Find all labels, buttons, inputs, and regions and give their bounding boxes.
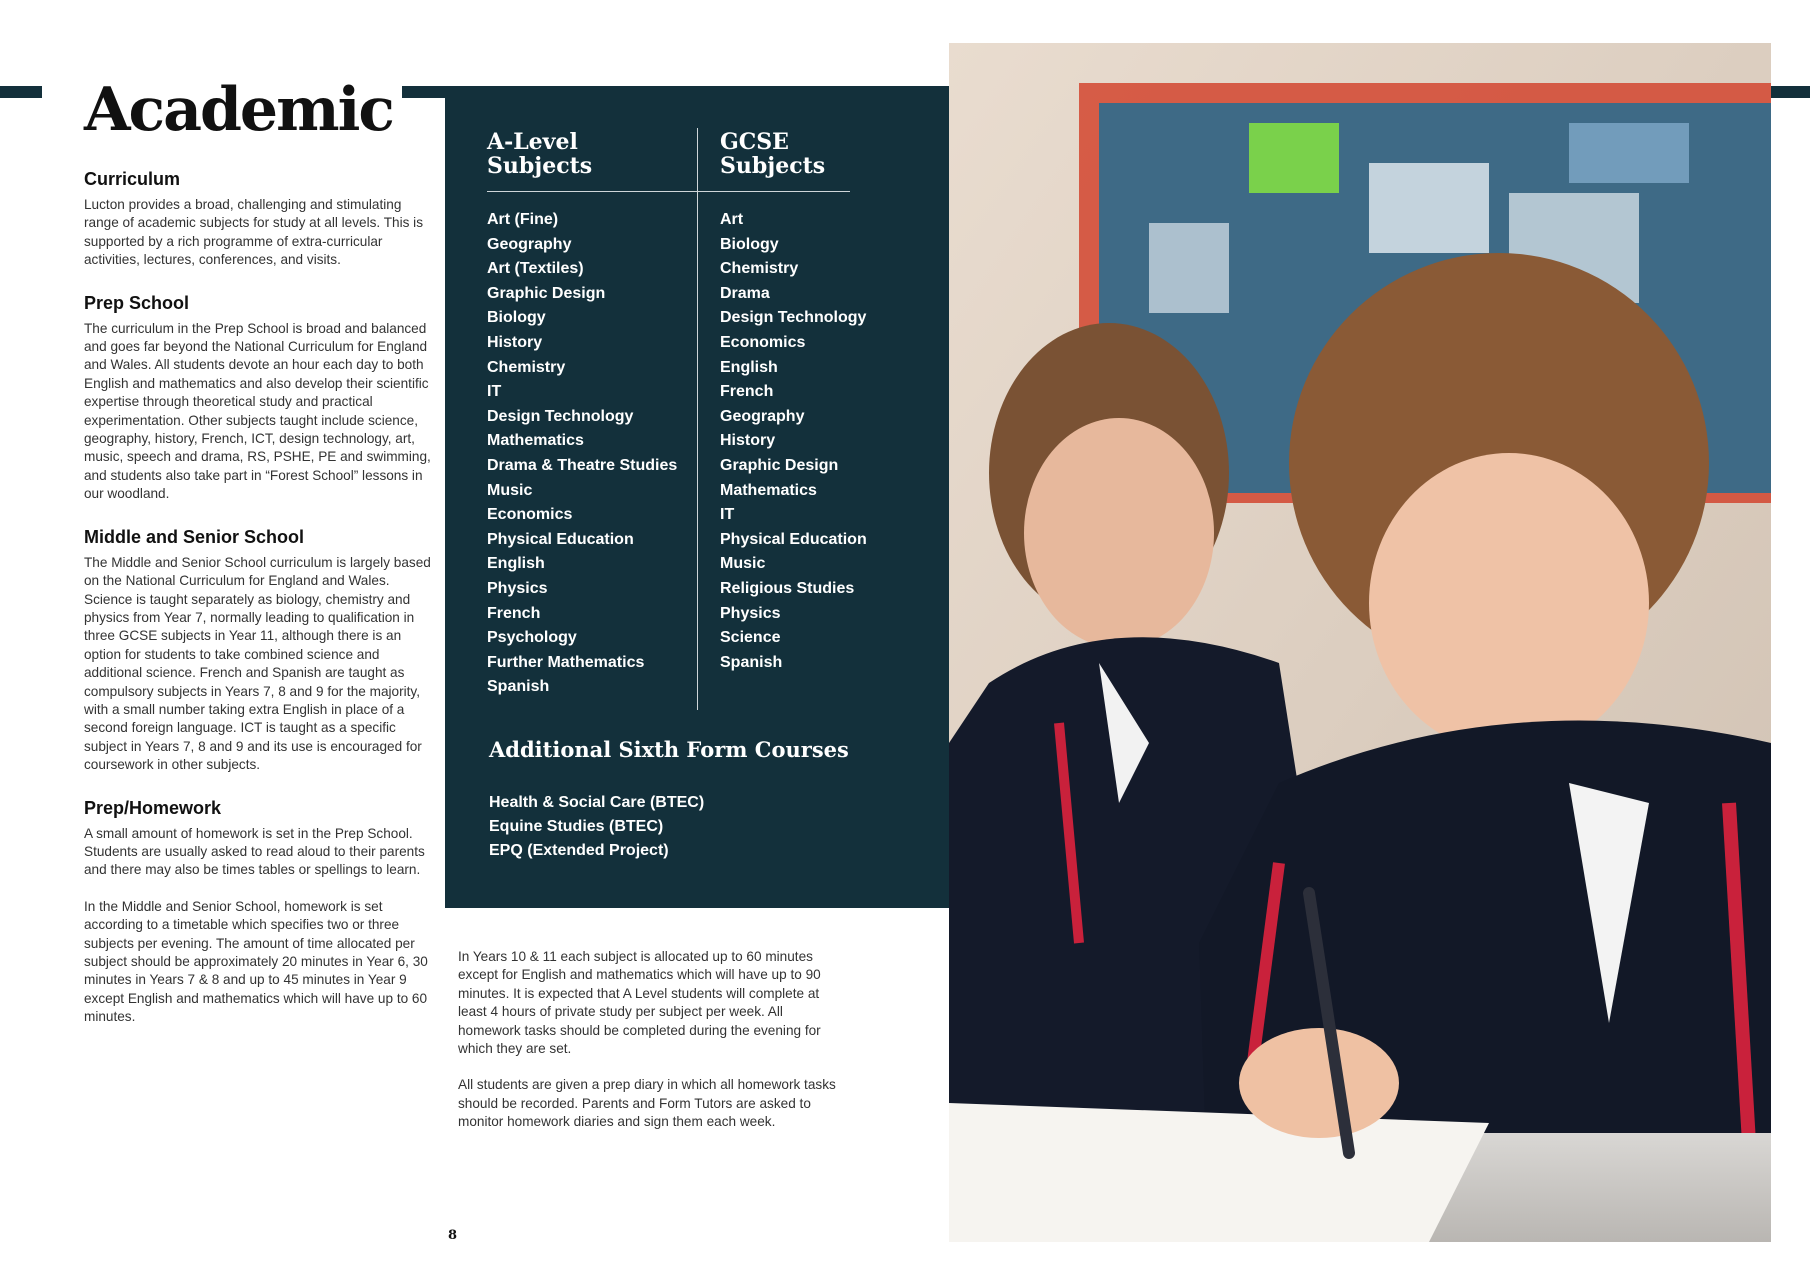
alevel-subject-item: Physical Education — [487, 530, 634, 548]
gcse-subject-item: Spanish — [720, 653, 783, 671]
gcse-subject-item: Design Technology — [720, 309, 867, 327]
section-heading: Prep/Homework — [84, 797, 222, 818]
section-prep-school — [84, 292, 434, 504]
paragraph: All students are given a prep diary in which all homework tasks should be recorded. Parents and Form Tutors are asked to monitor homework diaries and sign them each week. — [458, 1077, 836, 1130]
additional-courses-list — [489, 791, 704, 863]
alevel-subject-item: Chemistry — [487, 358, 566, 376]
gcse-heading — [720, 130, 825, 178]
alevel-subject-item: Art (Textiles) — [487, 260, 584, 278]
alevel-subject-item: History — [487, 333, 543, 351]
alevel-subject-list — [487, 208, 677, 700]
page-number: 8 — [448, 1228, 458, 1243]
gcse-subject-item: Music — [720, 555, 766, 573]
alevel-subject-item: Music — [487, 481, 533, 499]
gcse-subject-item: IT — [720, 506, 735, 524]
photo-illustration — [949, 43, 1771, 1242]
alevel-subject-item: Biology — [487, 309, 546, 327]
homework-continued — [458, 948, 843, 1150]
alevel-subject-item: English — [487, 555, 545, 573]
gcse-subject-item: History — [720, 432, 776, 450]
section-heading: Curriculum — [84, 169, 181, 189]
header-divider — [487, 191, 850, 192]
additional-course-item: Health & Social Care (BTEC) — [489, 794, 705, 811]
section-paragraph: In the Middle and Senior School, homework is set according to a timetable which specifies two or three subjects per evening. The amount of time allocated per subject should be approximately 20 minutes in Year 6, 30 minutes in Years 7 & 8 and up to 45 minutes in Year 9 except English and mathematics which will have up to 60 minutes. — [84, 898, 428, 1025]
gcse-subject-item: French — [720, 383, 774, 401]
alevel-subject-item: Geography — [487, 235, 572, 253]
section-paragraph: A small amount of homework is set in the Prep School. Students are usually asked to read aloud to their parents and there may also be times tables or spellings to learn. — [84, 825, 425, 878]
alevel-subject-item: Drama & Theatre Studies — [487, 456, 678, 474]
gcse-subject-item: Physics — [720, 604, 781, 622]
subjects-panel — [445, 86, 950, 908]
accent-bar-left — [0, 86, 42, 98]
alevel-subject-item: Psychology — [487, 629, 577, 647]
section-paragraph: The curriculum in the Prep School is broad and balanced and goes far beyond the National Curriculum for England and Wales. All students devote an hour each day to both English and mathematics and also develop their scientific expertise through theoretical study and practical experimentation. Other subjects taught include science, geography, history, French, ICT, design technology, art, music, speech and drama, RS, PSHE, PE and swimming, and students also take part in “Forest School” lessons in our woodland. — [84, 320, 431, 502]
gcse-subject-item: Science — [720, 629, 781, 647]
section-middle-senior — [84, 526, 434, 775]
alevel-subject-item: Graphic Design — [487, 284, 606, 302]
alevel-subject-item: Further Mathematics — [487, 653, 645, 671]
left-column — [84, 168, 434, 1049]
gcse-subject-item: Drama — [720, 284, 770, 302]
students-writing-photo — [949, 43, 1771, 1242]
gcse-subject-item: Chemistry — [720, 260, 799, 278]
gcse-subject-item: Religious Studies — [720, 579, 855, 597]
section-heading: Prep School — [84, 292, 190, 313]
gcse-subject-item: English — [720, 358, 778, 376]
section-paragraph: The Middle and Senior School curriculum is largely based on the National Curriculum for England and Wales. Science is taught separately as biology, chemistry and physics from Year 7, normally leading to qualification in three GCSE subjects in Year 11, although there is an option for students to take combined science and additional science. French and Spanish are taught as compulsory subjects in Years 7, 8 and 9 for the majority, with a small number taking extra English in place of a second foreign language. ICT is taught as a specific subject in Years 7, 8 and 9 and its use is encouraged for coursework in other subjects. — [84, 554, 431, 773]
column-divider — [697, 128, 698, 710]
gcse-heading-line1: GCSE — [720, 129, 789, 155]
section-prep-homework — [84, 797, 434, 1027]
gcse-subject-item: Art — [720, 211, 744, 228]
alevel-subject-item: French — [487, 604, 541, 622]
gcse-subject-item: Geography — [720, 407, 805, 425]
section-curriculum — [84, 168, 434, 270]
alevel-subject-item: Mathematics — [487, 432, 584, 450]
accent-bar-right — [1771, 86, 1810, 98]
gcse-subject-item: Graphic Design — [720, 456, 839, 474]
alevel-subject-item: Spanish — [487, 678, 550, 696]
additional-courses-heading: Additional Sixth Form Courses — [489, 737, 849, 762]
alevel-subject-item: Physics — [487, 579, 548, 597]
gcse-subject-list — [720, 208, 867, 675]
alevel-subject-item: Art (Fine) — [487, 211, 559, 228]
alevel-subject-item: Economics — [487, 506, 573, 524]
alevel-subject-item: Design Technology — [487, 407, 634, 425]
paragraph: In Years 10 & 11 each subject is allocated up to 60 minutes except for English and mathematics which will have up to 90 minutes. It is expected that A Level students will complete at least 4 hours of private study per subject per week. All homework tasks should be completed during the evening for which they are set. — [458, 949, 821, 1057]
alevel-heading-line1: A-Level — [487, 129, 578, 155]
accent-bar-title — [402, 86, 450, 98]
gcse-heading-line2: Subjects — [720, 153, 826, 179]
additional-course-item: Equine Studies (BTEC) — [489, 818, 664, 835]
section-paragraph: Lucton provides a broad, challenging and stimulating range of academic subjects for study at all levels. This is supported by a rich programme of extra-curricular activities, lectures, conferences, and visits. — [84, 197, 423, 268]
additional-course-item: EPQ (Extended Project) — [489, 842, 669, 859]
section-heading: Middle and Senior School — [84, 526, 305, 547]
alevel-subject-item: IT — [487, 383, 502, 401]
alevel-heading-line2: Subjects — [487, 153, 593, 179]
page-title: Academic — [84, 75, 393, 145]
gcse-subject-item: Biology — [720, 235, 779, 253]
gcse-subject-item: Economics — [720, 333, 806, 351]
gcse-subject-item: Mathematics — [720, 481, 817, 499]
gcse-subject-item: Physical Education — [720, 530, 867, 548]
alevel-heading — [487, 130, 592, 178]
